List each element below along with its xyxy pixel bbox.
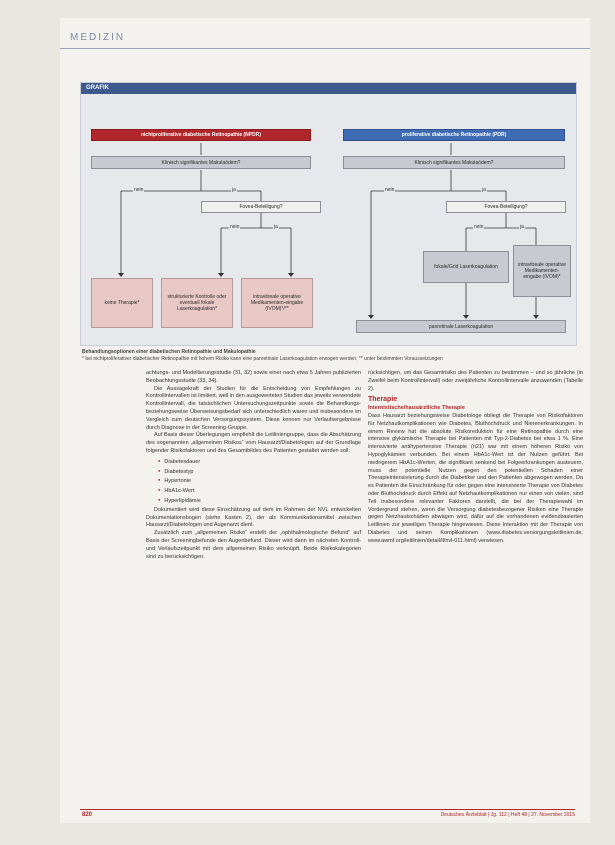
journal-reference: Deutsches Ärzteblatt | Jg. 112 | Heft 48 | 27. November 2015 [440, 812, 575, 818]
npdr-no-label: nein [134, 187, 144, 193]
left-paragraph-2: Die Aussagekraft der Studien für die Entscheidung von Empfehlungen zu Kontrollintervallen ist limitiert, weil in den ausgewerteten Studien das jeweils verwendete Kontrollintervall, die tatsächlichen Untersuchungszeitpunkte sowie die Behandlungs- beziehungsweise Überweisungsbedarf sich unterschiedlich waren und insbesondere im Vergleich zum deutschen Versorgungssystem. Diese kennen nur Verlaufsergebnisse durch Diagnose in der Screening-Gruppe. [146, 385, 361, 431]
pdr-makula-question: Klinisch signifikantes Makulaödem? [343, 156, 565, 169]
pdr-no2-label: nein [474, 224, 484, 230]
section-label: MEDIZIN [70, 32, 126, 43]
header-rule [60, 48, 590, 49]
right-paragraph-2: Dass Hausarzt beziehungsweise Diabetologe obliegt die Therapie von Risikofaktoren für Netzhautkomplikationen wie Diabetes, Bluthochdruck und Nierenerkrankungen. In einem Review hat die absolute Risikoreduktion für eine Retinopathie durch eine intensive glykämische Therapie bei Patienten mit Typ-2-Diabetes bei etwa 1 %. Eine intensivierte antihypertensive Therapie (n21) war mit einem höheren Risiko von Hypoglykämien verbunden. Bei einem HbA1c-Wert ist der Nutzen geführt. Bei niedrigerem HbA1c-Werten, die signifikant senkend bei Folgeerkrankungen austeuern, muss der potentielle Nutzen gegen den potentiellen Schaden einer Therapieintensivierung durch die Diabetiker und den Patienten abgewogen werden. Da es Patienten die Einschränkung für oder gegen eine intensivierte Therapie von Diabetes oder Bluthochdruck durch Effekt auf Netzhautkomplikationen nur einen von vielen, sind Teil insbesondere relevanter Faktoren darstellt, die bei der Therapiewahl im Vordergrund stehen, wenn die Versorgung diabetesbezogener Risiken eine Therapie gegen Netzhautschäden abwägen wird, dafür auf die vorhandenen evidenzbasierten Leitlinien zur jeweiligen Therapie hingewiesen. Diese Interaktion mit der Therapie von Diabetes und seinen Komplikationen (www.diabetes.versorgungsleitlinien.de, www.awmf.org/leitlinien/detail/ll/nvl-011.html) verwiesen. [368, 412, 583, 544]
therapy-subheading: Internistische/hausärztliche Therapie [368, 405, 465, 412]
npdr-makula-question: Klinisch signifikantes Makulaödem? [91, 156, 311, 169]
npdr-title: nichtproliferative diabetische Retinopathie (NPDR) [91, 129, 311, 141]
list-item: ● HbA1c-Wert [158, 486, 361, 496]
list-item: ● Hypertonie [158, 476, 361, 486]
figure-caption [82, 349, 577, 363]
pdr-fovea-question: Fovea-Beteiligung? [446, 201, 566, 213]
list-item: ● Diabetesdauer [158, 457, 361, 467]
page-number: 820 [82, 812, 93, 818]
pdr-panretinal-laser: panretinale Laserkoagulation [356, 320, 566, 333]
right-paragraph-1: rücksichtigen, um das Gesamtrisiko des Patienten zu bestimmen – und so jährliche (in Zweifel beim Kontrollintervall) oder zweijährliche Kontrollintervalle anzuwenden (Tabelle 2). [368, 370, 583, 392]
flowchart-connectors [81, 83, 576, 345]
figure-label: GRAFIK [81, 83, 576, 94]
left-paragraph-4: Dokumentiert wird diese Einschätzung auf dem im Rahmen der NVL entwickelten Dokumentationsbogen (siehe Kasten 2), der als Kommunikationsmittel zwischen Hausarzt/Diabetologen und Augenarzt dient. [146, 506, 361, 529]
npdr-yes-label: ja [232, 187, 236, 193]
list-item: ● Hyperlipidämie [158, 496, 361, 506]
npdr-focal-laser: strukturierte Kontrolle oder eventuell fokale Laserkoagulation* [161, 278, 233, 328]
pdr-grid-laser: fokale/Grid Laserkoagulation [423, 251, 509, 283]
right-text-column [368, 370, 583, 546]
pdr-ivom: intravitreale operative Medikamenten-eingabe (IVOM)* [513, 245, 571, 297]
therapy-heading: Therapie [368, 396, 398, 404]
risk-factor-list [158, 457, 361, 506]
left-text-column [146, 370, 361, 561]
pdr-yes2-label: ja [520, 224, 524, 230]
npdr-ivom: intravitreale operative Medikamenten-eingabe (IVOM)*/** [241, 278, 313, 328]
left-paragraph-1: achtungs- und Modellierungsstudie (31, 32) sowie einer nach etwa 5 Jahren publizierten Beobachtungsstudie (33, 34). [146, 370, 361, 384]
pdr-title: proliferative diabetische Retinopathie (PDR) [343, 129, 565, 141]
left-paragraph-5: Zusätzlich zum „allgemeinen Risiko“ erstellt der „ophthalmologische Befund“ auf Basis der Screeningbefunde den Augenbefund. Dieser wird dann im nächsten Kontroll- und Verlaufszeitpunkt mit dem allgemeinen Risiko verknüpft. Beide Risikokategorien sind zu berücksichtigen. [146, 530, 361, 560]
treatment-flowchart [80, 82, 577, 346]
list-item: ● Diabetestyp [158, 467, 361, 477]
caption-title: Behandlungsoptionen einer diabetischen Retinopathie und Makulopathie [82, 349, 256, 355]
npdr-fovea-question: Fovea-Beteiligung? [201, 201, 321, 213]
pdr-no-label: nein [385, 187, 395, 193]
left-paragraph-3: Auf Basis dieser Überlegungen empfiehlt die Leitliniengruppe, dass die Abschätzung des sogenannten „allgemeinen Risikos“ vom Hausarzt/Diabetologen auf der Grundlage folgender Risikofaktoren und des Gesamtbildes des Patienten gestaltet werden soll: [146, 432, 361, 454]
footer-rule [80, 809, 575, 810]
npdr-yes2-label: ja [274, 224, 278, 230]
journal-page [60, 18, 590, 823]
npdr-no-therapy: keine Therapie* [91, 278, 153, 328]
caption-text: * bei nichtproliferativer diabetischer Retinopathie mit hohem Risiko kann eine panretinale Laserkoagulation erwogen werden; ** unter bestimmten Voraussetzungen [82, 356, 443, 362]
pdr-yes-label: ja [482, 187, 486, 193]
npdr-no2-label: nein [230, 224, 240, 230]
